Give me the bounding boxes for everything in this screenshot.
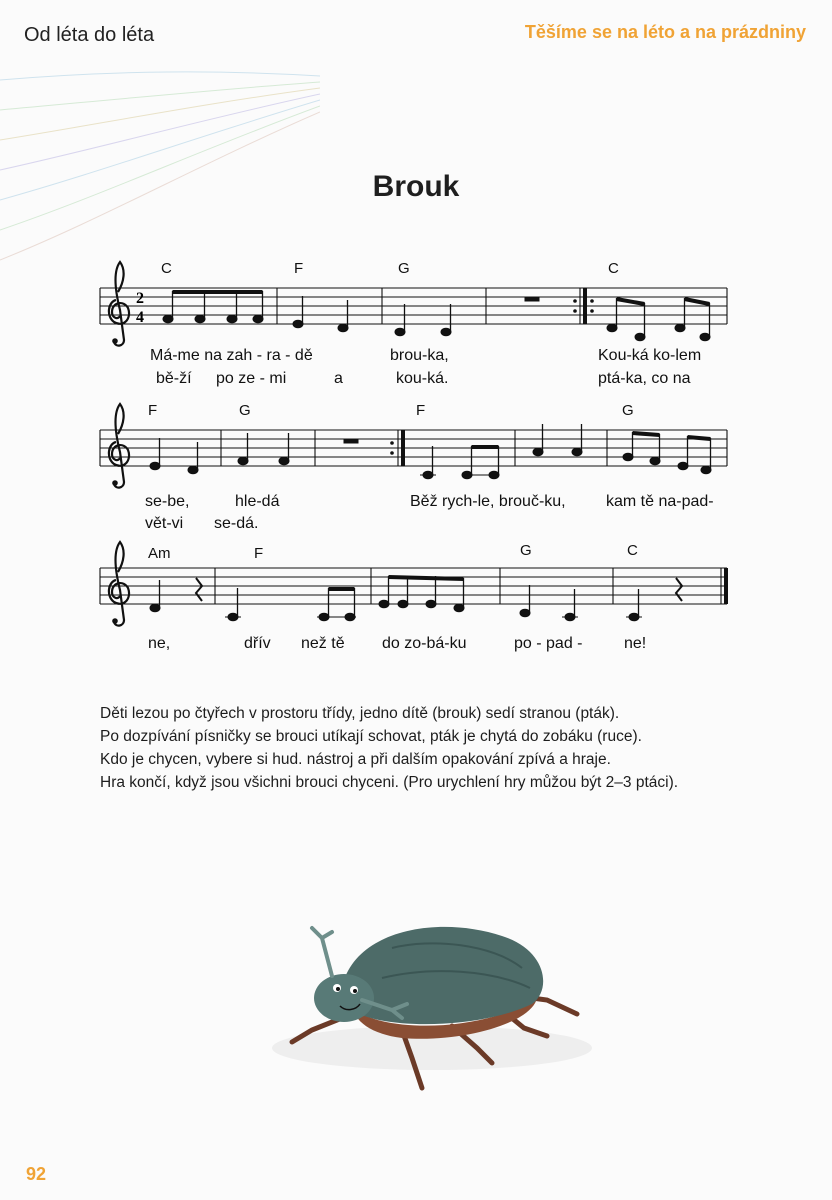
lyric: kou-ká. (396, 370, 449, 387)
instruction-line: Děti lezou po čtyřech v prostoru třídy, jedno dítě (brouk) sedí stranou (pták). (100, 705, 620, 722)
lyric: brou-ka, (390, 347, 449, 364)
lyric: a (334, 370, 343, 387)
treble-clef-icon (109, 542, 129, 626)
lyric: hle-dá (235, 493, 280, 510)
lyric: do zo-bá-ku (382, 635, 467, 652)
lyric: Má-me na zah - ra - dě (150, 347, 313, 364)
lyric: se-dá. (214, 515, 259, 532)
lyric: po ze - mi (216, 370, 287, 387)
lyric: Běž rych-le, brouč-ku, (410, 493, 566, 510)
chord: G (622, 402, 634, 419)
chord: G (520, 542, 532, 559)
staff-system-1 (100, 262, 727, 346)
treble-clef-icon (109, 262, 129, 346)
lyric: po - pad - (514, 635, 583, 652)
chapter-title: Od léta do léta (24, 24, 155, 46)
beetle-illustration (262, 918, 592, 1098)
chord: G (398, 260, 410, 277)
lyric: dřív (244, 635, 271, 652)
lyric: ne, (148, 635, 171, 652)
instruction-line: Hra končí, když jsou všichni brouci chyceni. (Pro urychlení hry můžou být 2–3 ptáci). (100, 774, 679, 791)
chord: F (254, 545, 264, 562)
game-instructions (100, 702, 780, 794)
instruction-line: Po dozpívání písničky se brouci utíkají schovat, pták je chytá do zobáku (ruce). (100, 728, 642, 745)
chord: F (416, 402, 426, 419)
lyric: ne! (624, 635, 647, 652)
chord: F (148, 402, 158, 419)
chord: C (161, 260, 172, 277)
lyric: se-be, (145, 493, 190, 510)
section-title: Těšíme se na léto a na prázdniny (524, 22, 806, 42)
page-number: 92 (26, 1164, 47, 1184)
treble-clef-icon (109, 404, 129, 488)
instruction-line: Kdo je chycen, vybere si hud. nástroj a při dalším opakování zpívá a hraje. (100, 751, 611, 768)
lyric: Kou-ká ko-lem (598, 347, 702, 364)
chord: F (294, 260, 304, 277)
chord: Am (148, 545, 171, 562)
chord: G (239, 402, 251, 419)
chord: C (627, 542, 638, 559)
lyric: ptá-ka, co na (598, 370, 691, 387)
lyric: než tě (301, 635, 345, 652)
time-sig-top: 2 (136, 290, 144, 307)
lyric: bě-ží (156, 370, 192, 387)
lyric: kam tě na-pad- (606, 493, 714, 510)
lyric: vět-vi (145, 515, 184, 532)
time-sig-bottom: 4 (136, 309, 144, 326)
song-title: Brouk (372, 170, 460, 203)
chord: C (608, 260, 619, 277)
